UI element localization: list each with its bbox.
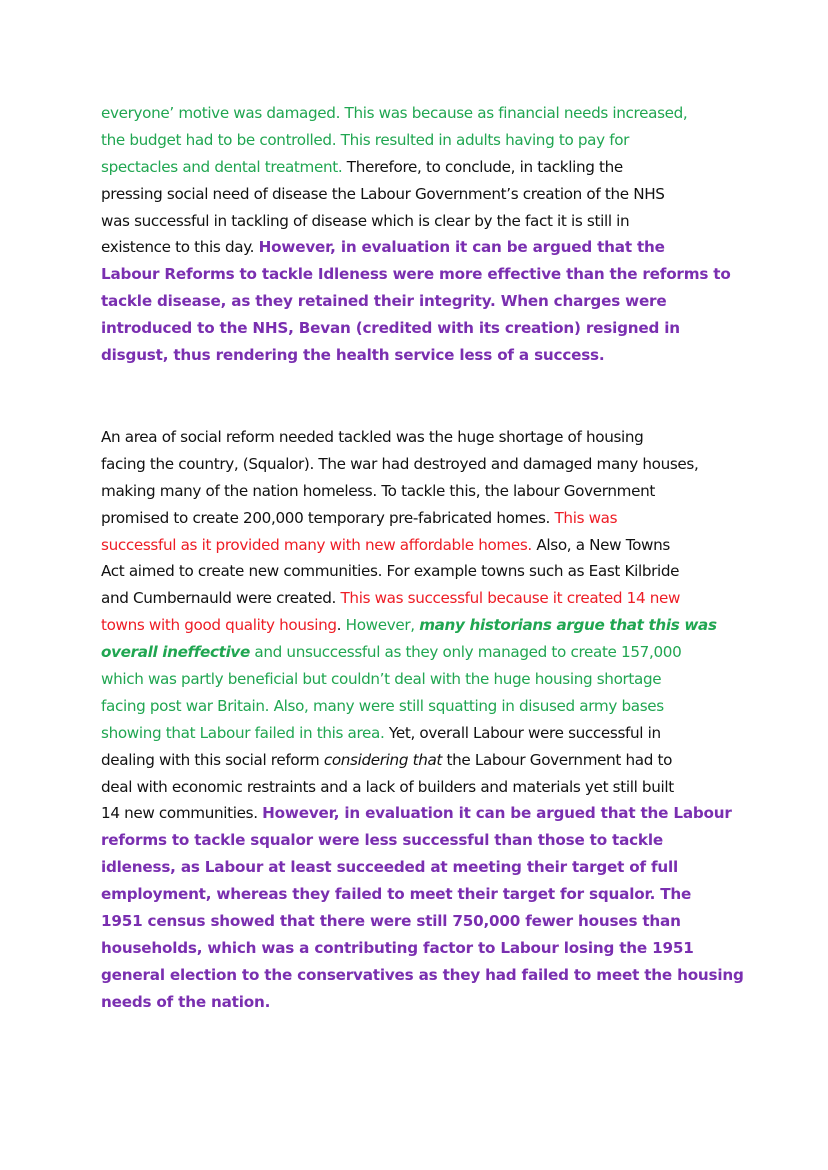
green-highlight-text: However, [345, 616, 420, 635]
text-line [101, 558, 741, 585]
body-text: Therefore, to conclude, in tackling the [342, 157, 623, 176]
body-text: existence to this day. [101, 238, 259, 257]
purple-evaluation-text: However, in evaluation it can be argued that the Labour [262, 804, 732, 823]
text-line [101, 154, 741, 181]
text-line [101, 800, 741, 827]
green-highlight-text: everyone’ motive was damaged. This was because as financial needs increased, [101, 104, 688, 122]
red-highlight-text: towns with good quality housing [101, 616, 337, 635]
paragraph-disease-conclusion [101, 100, 741, 369]
text-line [101, 962, 744, 989]
body-text: Act aimed to create new communities. For example towns such as East Kilbride [101, 562, 680, 581]
text-line [101, 774, 741, 801]
text-line [101, 478, 741, 505]
text-line [101, 585, 741, 612]
purple-evaluation-text: households, which was a contributing factor to Labour losing the 1951 [101, 938, 694, 957]
body-text: was successful in tackling of disease which is clear by the fact it is still in [101, 211, 630, 230]
text-line [101, 208, 741, 235]
text-line [101, 908, 741, 935]
text-line [101, 315, 741, 342]
text-line [101, 505, 741, 532]
green-highlight-text: spectacles and dental treatment. [101, 157, 343, 176]
text-line [101, 451, 741, 478]
text-line [101, 612, 741, 639]
text-line [101, 693, 741, 720]
green-bold-italic-text: overall ineffective [101, 643, 250, 662]
purple-evaluation-text: 1951 census showed that there were still 750,000 fewer houses than [101, 912, 681, 931]
green-highlight-text: the budget had to be controlled. This resulted in adults having to pay for [101, 130, 630, 149]
purple-evaluation-text: introduced to the NHS, Bevan (credited with its creation) resigned in [101, 319, 680, 338]
text-line [101, 181, 741, 208]
text-line [101, 666, 741, 693]
text-line [101, 854, 741, 881]
text-line [101, 827, 741, 854]
text-line [101, 747, 741, 774]
text-line [101, 989, 741, 1016]
text-line [101, 100, 741, 127]
paragraph-squalor-housing [101, 424, 744, 1016]
text-line [101, 234, 741, 261]
body-text: Also, a New Towns [531, 535, 670, 554]
red-highlight-text: This was successful because it created 14 new [340, 589, 681, 608]
purple-evaluation-text: employment, whereas they failed to meet their target for squalor. The [101, 885, 692, 904]
body-text: facing the country, (Squalor). The war had destroyed and damaged many houses, [101, 454, 699, 473]
body-text: and Cumbernauld were created. [101, 589, 341, 608]
text-line [101, 342, 741, 369]
green-highlight-text: and unsuccessful as they only managed to create 157,000 [249, 643, 682, 662]
text-line [101, 532, 741, 559]
purple-evaluation-text: disgust, thus rendering the health service less of a success. [101, 346, 605, 365]
text-line [101, 261, 741, 288]
text-line [101, 288, 741, 315]
body-text: Yet, overall Labour were successful in [384, 723, 661, 742]
text-line [101, 639, 741, 666]
purple-evaluation-text: idleness, as Labour at least succeeded at meeting their target of full [101, 858, 679, 877]
body-text: pressing social need of disease the Labour Government’s creation of the NHS [101, 184, 665, 203]
italic-text: considering that [323, 750, 443, 769]
text-line [101, 720, 741, 747]
body-text: 14 new communities. [101, 804, 263, 823]
green-highlight-text: facing post war Britain. Also, many were still squatting in disused army bases [101, 696, 664, 715]
purple-evaluation-text: needs of the nation. [101, 992, 271, 1011]
body-text: An area of social reform needed tackled was the huge shortage of housing [101, 428, 644, 446]
red-highlight-text: This was [554, 508, 618, 527]
body-text: deal with economic restraints and a lack of builders and materials yet still built [101, 777, 674, 796]
body-text: dealing with this social reform [101, 750, 324, 769]
red-highlight-text: successful as it provided many with new affordable homes. [101, 535, 532, 554]
green-highlight-text: which was partly beneficial but couldn’t deal with the huge housing shortage [101, 670, 662, 689]
text-line [101, 127, 741, 154]
purple-evaluation-text: general election to the conservatives as they had failed to meet the housing [101, 965, 744, 984]
purple-evaluation-text: Labour Reforms to tackle Idleness were more effective than the reforms to [101, 265, 731, 284]
body-text: promised to create 200,000 temporary pre-fabricated homes. [101, 508, 555, 527]
body-text: . [336, 616, 346, 635]
green-bold-italic-text: many historians argue that this was [419, 616, 717, 635]
body-text: the Labour Government had to [442, 750, 673, 769]
text-line [101, 935, 741, 962]
body-text: making many of the nation homeless. To tackle this, the labour Government [101, 481, 655, 500]
purple-evaluation-text: tackle disease, as they retained their integrity. When charges were [101, 292, 667, 311]
text-line [101, 424, 741, 451]
purple-evaluation-text: However, in evaluation it can be argued that the [258, 238, 665, 257]
purple-evaluation-text: reforms to tackle squalor were less successful than those to tackle [101, 831, 663, 850]
green-highlight-text: showing that Labour failed in this area. [101, 723, 385, 742]
text-line [101, 881, 741, 908]
